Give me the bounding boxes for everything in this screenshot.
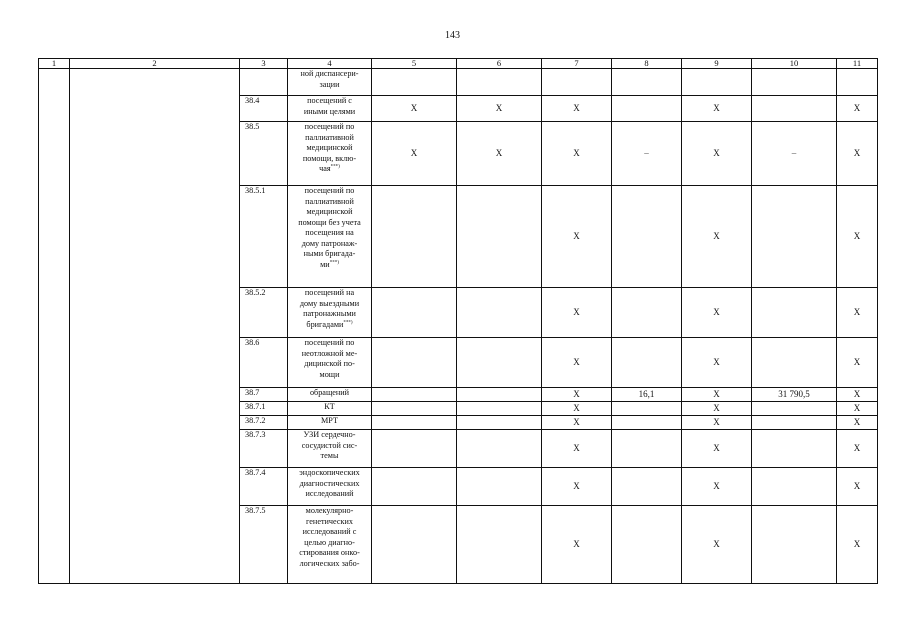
row-name-cell [288,69,372,96]
row-name-cell [288,430,372,468]
row-name: посещений на дому выездными патронажными бригадами [299,288,360,329]
row-name: ной диспансери- зации [300,69,359,89]
row-name: эндоскопических диагностических исследований [299,468,360,498]
cell-c10 [752,288,837,338]
header-cell-col-4: 4 [288,59,372,69]
cell-c8 [612,468,682,506]
cell-c9: Х [682,288,752,338]
cell-c9: Х [682,506,752,584]
footnote-mark: ***) [330,164,340,170]
header-cell-col-3: 3 [240,59,288,69]
row-name-cell [288,96,372,122]
cell-c11: Х [837,186,878,288]
row-name-cell [288,402,372,416]
cell-c8: – [612,122,682,186]
cell-c10 [752,468,837,506]
merged-cell-col-2 [70,69,240,584]
cell-c6 [457,468,542,506]
cell-c9: Х [682,388,752,402]
cell-c7 [542,69,612,96]
cell-c11: Х [837,338,878,388]
cell-c5: Х [372,96,457,122]
row-code: 38.5.1 [240,186,288,288]
cell-c6 [457,338,542,388]
cell-c9: Х [682,430,752,468]
row-code: 38.7 [240,388,288,402]
row-name-cell [288,338,372,388]
row-name: КТ [324,402,335,411]
cell-c7: Х [542,416,612,430]
row-name-cell [288,186,372,288]
cell-c8 [612,402,682,416]
cell-c8 [612,416,682,430]
row-code: 38.7.4 [240,468,288,506]
row-name: посещений по паллиативной медицинской помощи, вклю- чая [302,122,357,173]
header-cell-col-5: 5 [372,59,457,69]
row-code: 38.4 [240,96,288,122]
header-cell-col-10: 10 [752,59,837,69]
cell-c5 [372,468,457,506]
cell-c5 [372,416,457,430]
cell-c6: Х [457,122,542,186]
cell-c6 [457,388,542,402]
cell-c10 [752,69,837,96]
cell-c6 [457,416,542,430]
row-name-cell [288,288,372,338]
cell-c8: 16,1 [612,388,682,402]
cell-c7: Х [542,96,612,122]
cell-c7: Х [542,402,612,416]
footnote-mark: ***) [343,319,353,325]
cell-c11: Х [837,506,878,584]
row-code: 38.5.2 [240,288,288,338]
cell-c10 [752,96,837,122]
cell-c7: Х [542,388,612,402]
table-body [39,59,878,584]
row-name-cell [288,468,372,506]
cell-c11: Х [837,96,878,122]
table-row [39,69,878,96]
cell-c11: Х [837,402,878,416]
cell-c9: Х [682,416,752,430]
cell-c5 [372,69,457,96]
cell-c6 [457,186,542,288]
cell-c7: Х [542,186,612,288]
row-name: обращений [309,388,350,397]
cell-c11: Х [837,416,878,430]
merged-cell-col-1 [39,69,70,584]
cell-c9: Х [682,402,752,416]
cell-c7: Х [542,430,612,468]
cell-c5 [372,186,457,288]
cell-c8 [612,338,682,388]
row-name-cell [288,388,372,402]
header-row [39,59,878,69]
cell-c11 [837,69,878,96]
cell-c9: Х [682,96,752,122]
cell-c10: 31 790,5 [752,388,837,402]
cell-c5: Х [372,122,457,186]
row-name: молекулярно- генетических исследований с целью диагно- стирования онко- логических забо- [299,506,360,568]
cell-c6: Х [457,96,542,122]
cell-c7: Х [542,506,612,584]
cell-c6 [457,288,542,338]
cell-c7: Х [542,288,612,338]
cell-c11: Х [837,468,878,506]
row-code: 38.7.2 [240,416,288,430]
row-name-cell [288,506,372,584]
row-code: 38.5 [240,122,288,186]
cell-c10 [752,402,837,416]
row-name-cell [288,122,372,186]
cell-c9: Х [682,338,752,388]
cell-c5 [372,430,457,468]
row-name: посещений с иными целями [303,96,356,116]
cell-c6 [457,402,542,416]
cell-c9: Х [682,186,752,288]
cell-c9: Х [682,468,752,506]
header-cell-col-11: 11 [837,59,878,69]
cell-c10 [752,430,837,468]
row-code: 38.7.5 [240,506,288,584]
cell-c11: Х [837,122,878,186]
row-name: посещений по паллиативной медицинской помощи без учета посещения на дому патронаж- ными бригада- ми [298,186,361,269]
cell-c6 [457,506,542,584]
cell-c8 [612,430,682,468]
row-name: УЗИ сердечно- сосудистой сис- темы [301,430,358,460]
cell-c7: Х [542,468,612,506]
cell-c8 [612,96,682,122]
cell-c10 [752,416,837,430]
header-cell-col-6: 6 [457,59,542,69]
cell-c10 [752,338,837,388]
cell-c9: Х [682,122,752,186]
header-cell-col-8: 8 [612,59,682,69]
page-number: 143 [445,30,460,41]
cell-c6 [457,430,542,468]
cell-c5 [372,402,457,416]
row-code: 38.7.1 [240,402,288,416]
cell-c5 [372,338,457,388]
row-name: посещений по неотложной ме- дицинской по- мощи [301,338,358,379]
row-code: 38.6 [240,338,288,388]
cell-c5 [372,506,457,584]
cell-c8 [612,69,682,96]
cell-c10 [752,186,837,288]
header-cell-col-7: 7 [542,59,612,69]
row-name-cell [288,416,372,430]
cell-c10: – [752,122,837,186]
cell-c7: Х [542,122,612,186]
cell-c10 [752,506,837,584]
cell-c9 [682,69,752,96]
footnote-mark: ***) [329,259,339,265]
cell-c5 [372,288,457,338]
cell-c8 [612,506,682,584]
header-cell-col-9: 9 [682,59,752,69]
cell-c7: Х [542,338,612,388]
cell-c11: Х [837,388,878,402]
row-name: МРТ [321,416,338,425]
cell-c5 [372,388,457,402]
row-code [240,69,288,96]
cell-c8 [612,288,682,338]
header-cell-col-1: 1 [39,59,70,69]
cell-c6 [457,69,542,96]
header-cell-col-2: 2 [70,59,240,69]
data-table [38,58,878,584]
cell-c8 [612,186,682,288]
row-code: 38.7.3 [240,430,288,468]
cell-c11: Х [837,430,878,468]
cell-c11: Х [837,288,878,338]
